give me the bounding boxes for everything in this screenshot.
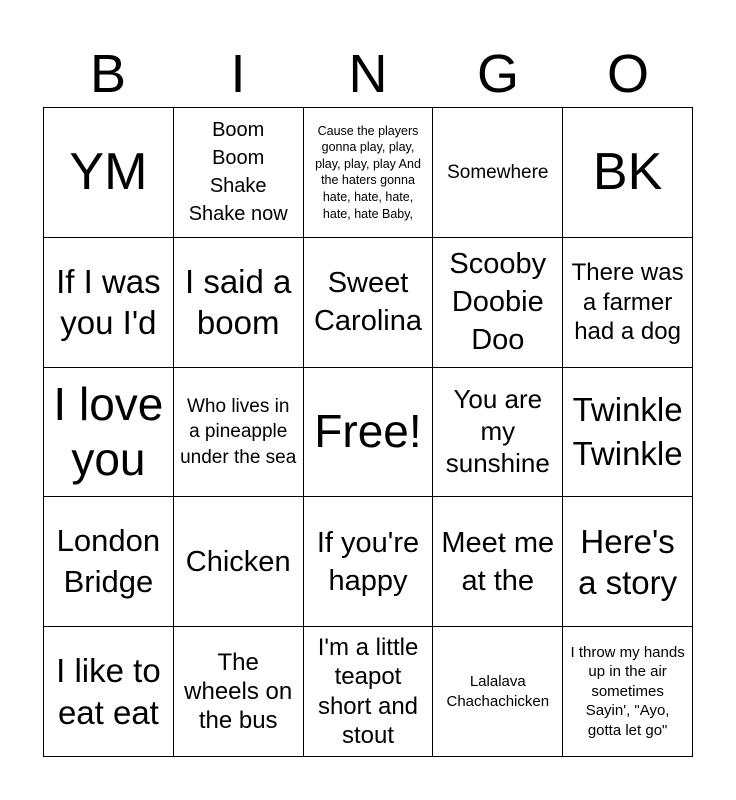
- bingo-cell[interactable]: [433, 627, 563, 757]
- cell-text: Lalalava Chachachicken: [446, 673, 550, 710]
- cell-text: You are my sunshine: [445, 384, 550, 478]
- cell-text: Who lives in a pineapple under the sea: [180, 396, 297, 468]
- bingo-cell[interactable]: [44, 368, 174, 498]
- cell-text: Chicken: [185, 545, 291, 578]
- cell-text: I throw my hands up in the air sometimes Sayin', "Ayo, gotta let go": [570, 643, 685, 739]
- cell-text: There was a farmer had a dog: [571, 259, 684, 345]
- cell-text: If you're happy: [316, 526, 420, 597]
- cell-text: Somewhere: [447, 161, 549, 183]
- cell-text: The wheels on the bus: [184, 648, 293, 735]
- cell-text: Boom Boom Shake Shake now: [188, 119, 288, 226]
- cell-text: I love you: [53, 377, 164, 485]
- cell-text: Scooby Doobie Doo: [449, 247, 547, 357]
- bingo-cell[interactable]: [174, 627, 304, 757]
- bingo-cell[interactable]: [44, 627, 174, 757]
- header-letter-i: I: [230, 44, 246, 104]
- cell-text: I said a boom: [184, 262, 292, 342]
- bingo-cell[interactable]: [174, 238, 304, 368]
- bingo-cell[interactable]: [433, 368, 563, 498]
- header-letter-b: B: [89, 44, 127, 104]
- bingo-cell[interactable]: [304, 238, 434, 368]
- bingo-cell[interactable]: [304, 627, 434, 757]
- bingo-cell[interactable]: [44, 108, 174, 238]
- bingo-cell[interactable]: [174, 108, 304, 238]
- cell-text: Sweet Carolina: [313, 266, 422, 338]
- bingo-card-grid: [43, 107, 693, 757]
- bingo-cell[interactable]: [174, 497, 304, 627]
- header-letter-n: N: [348, 44, 388, 104]
- bingo-cell[interactable]: [304, 497, 434, 627]
- bingo-cell[interactable]: [563, 368, 693, 498]
- cell-text: Cause the players gonna play, play, play, play, play And the haters gonna hate, hate, hate, hate, hate Baby,: [315, 123, 421, 221]
- header-letter-g: G: [476, 44, 519, 104]
- cell-text: BK: [592, 143, 663, 202]
- bingo-cell[interactable]: [433, 497, 563, 627]
- bingo-cell[interactable]: [563, 108, 693, 238]
- header-letter-o: O: [606, 44, 649, 104]
- cell-text: I'm a little teapot short and stout: [317, 634, 419, 749]
- bingo-cell[interactable]: [563, 497, 693, 627]
- cell-text: If I was you I'd: [56, 262, 161, 342]
- cell-text: London Bridge: [56, 522, 161, 599]
- bingo-cell[interactable]: [174, 368, 304, 498]
- bingo-cell[interactable]: [433, 108, 563, 238]
- cell-text: I like to eat eat: [56, 652, 161, 731]
- cell-text: Twinkle Twinkle: [572, 391, 683, 472]
- bingo-cell[interactable]: [563, 238, 693, 368]
- cell-text: Free!: [314, 405, 422, 458]
- cell-text: YM: [69, 143, 148, 202]
- bingo-cell[interactable]: [44, 497, 174, 627]
- bingo-cell[interactable]: [304, 108, 434, 238]
- bingo-cell[interactable]: [563, 627, 693, 757]
- bingo-cell[interactable]: [44, 238, 174, 368]
- cell-text: Here's a story: [578, 522, 678, 601]
- cell-text: Meet me at the: [441, 526, 555, 597]
- bingo-header: [43, 40, 693, 108]
- free-space-cell[interactable]: [304, 368, 434, 498]
- bingo-cell[interactable]: [433, 238, 563, 368]
